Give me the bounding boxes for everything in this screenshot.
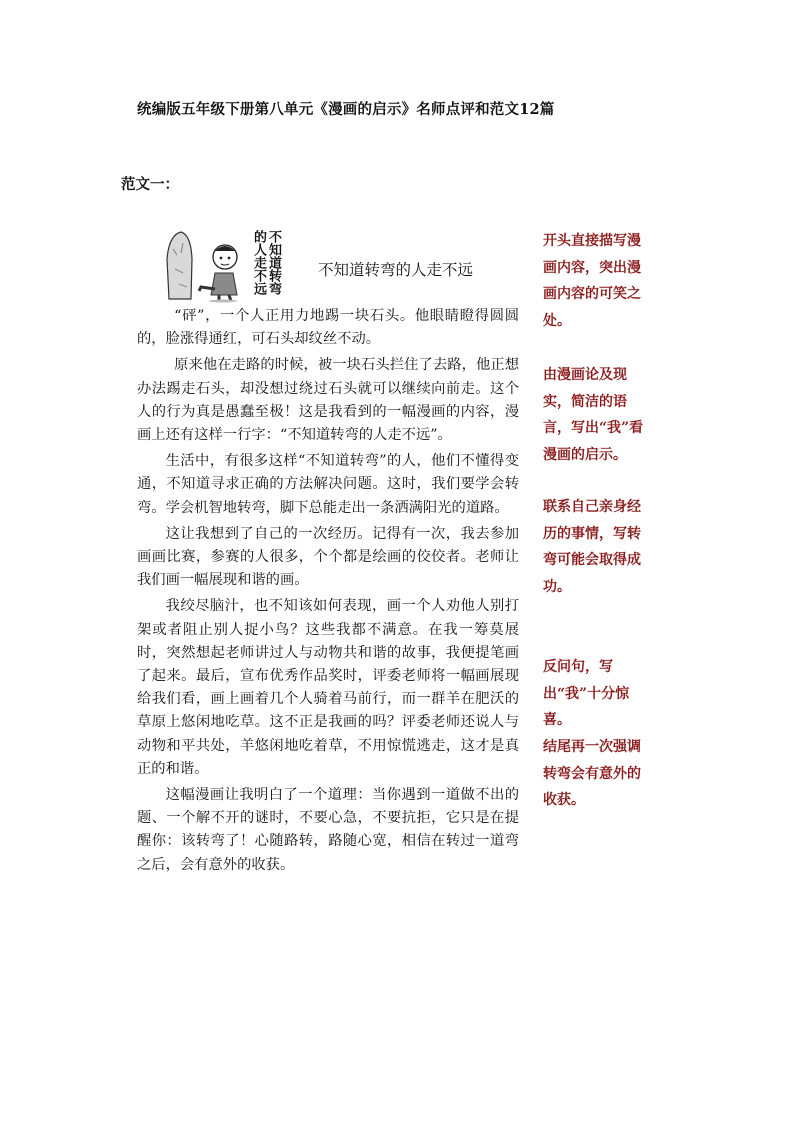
- margin-annotation: 由漫画论及现实，简洁的语言，写出“我”看漫画的启示。: [543, 367, 644, 463]
- essay-paragraph: 生活中，有很多这样“不知道转弯”的人，他们不懂得变通，不知道寻求正确的方法解决问题。这时，我们要学会转弯。学会机智地转弯，脚下总能走出一条洒满阳光的道路。: [137, 453, 519, 516]
- margin-annotation: 联系自己亲身经历的事情，写转弯可能会取得成功。: [543, 499, 641, 595]
- document-title: 统编版五年级下册第八单元《漫画的启示》名师点评和范文12篇: [137, 101, 555, 118]
- cartoon-caption: 不知道转弯的人走不远: [318, 261, 474, 279]
- margin-annotation: 结尾再一次强调转弯会有意外的收获。: [543, 739, 641, 808]
- essay-paragraph: 我绞尽脑汁，也不知该如何表现，画一个人劝他人别打架或者阻止别人捉小鸟？这些我都不满意。在我一筹莫展时，突然想起老师讲过人与动物共和谐的故事，我便提笔画了起来。最后，宣布优秀作品奖时，评委老师将一幅画展现给我们看，画上画着几个人骑着马前行，而一群羊在肥沃的草原上悠闲地吃草。这不正是我画的吗？评委老师还说人与动物和平共处，羊悠闲地吃着草，不用惊慌逃走，这才是真正的和谐。: [137, 598, 519, 777]
- margin-annotation: 开头直接描写漫画内容，突出漫画内容的可笑之处。: [543, 233, 641, 329]
- essay-body: [137, 305, 519, 880]
- essay-paragraph: 这让我想到了自己的一次经历。记得有一次，我去参加画画比赛，参赛的人很多，个个都是绘画的佼佼者。老师让我们画一幅展现和谐的画。: [137, 525, 519, 589]
- margin-annotation: 反问句，写出“我”十分惊喜。: [543, 659, 630, 728]
- essay-paragraph: 这幅漫画让我明白了一个道理：当你遇到一道做不出的题、一个解不开的谜时，不要心急，不要抗拒，它只是在提醒你：该转弯了！心随路转，路随心宽，相信在转过一道弯之后，会有意外的收获。: [137, 787, 519, 873]
- essay-paragraph: 原来他在走路的时候，被一块石头拦住了去路，他正想办法踢走石头，却没想过绕过石头就可以继续向前走。这个人的行为真是愚蠢至极！这是我看到的一幅漫画的内容，漫画上还有这样一行字：“不知道转弯的人走不远”。: [137, 357, 519, 444]
- cartoon-side-text: 不知道转弯的人走不远: [251, 230, 281, 295]
- cartoon-illustration: [163, 229, 285, 303]
- section-heading: 范文一：: [121, 176, 179, 193]
- essay-paragraph: “砰”，一个人正用力地踢一块石头。他眼睛瞪得圆圆的，脸涨得通红，可石头却纹丝不动。: [137, 308, 519, 348]
